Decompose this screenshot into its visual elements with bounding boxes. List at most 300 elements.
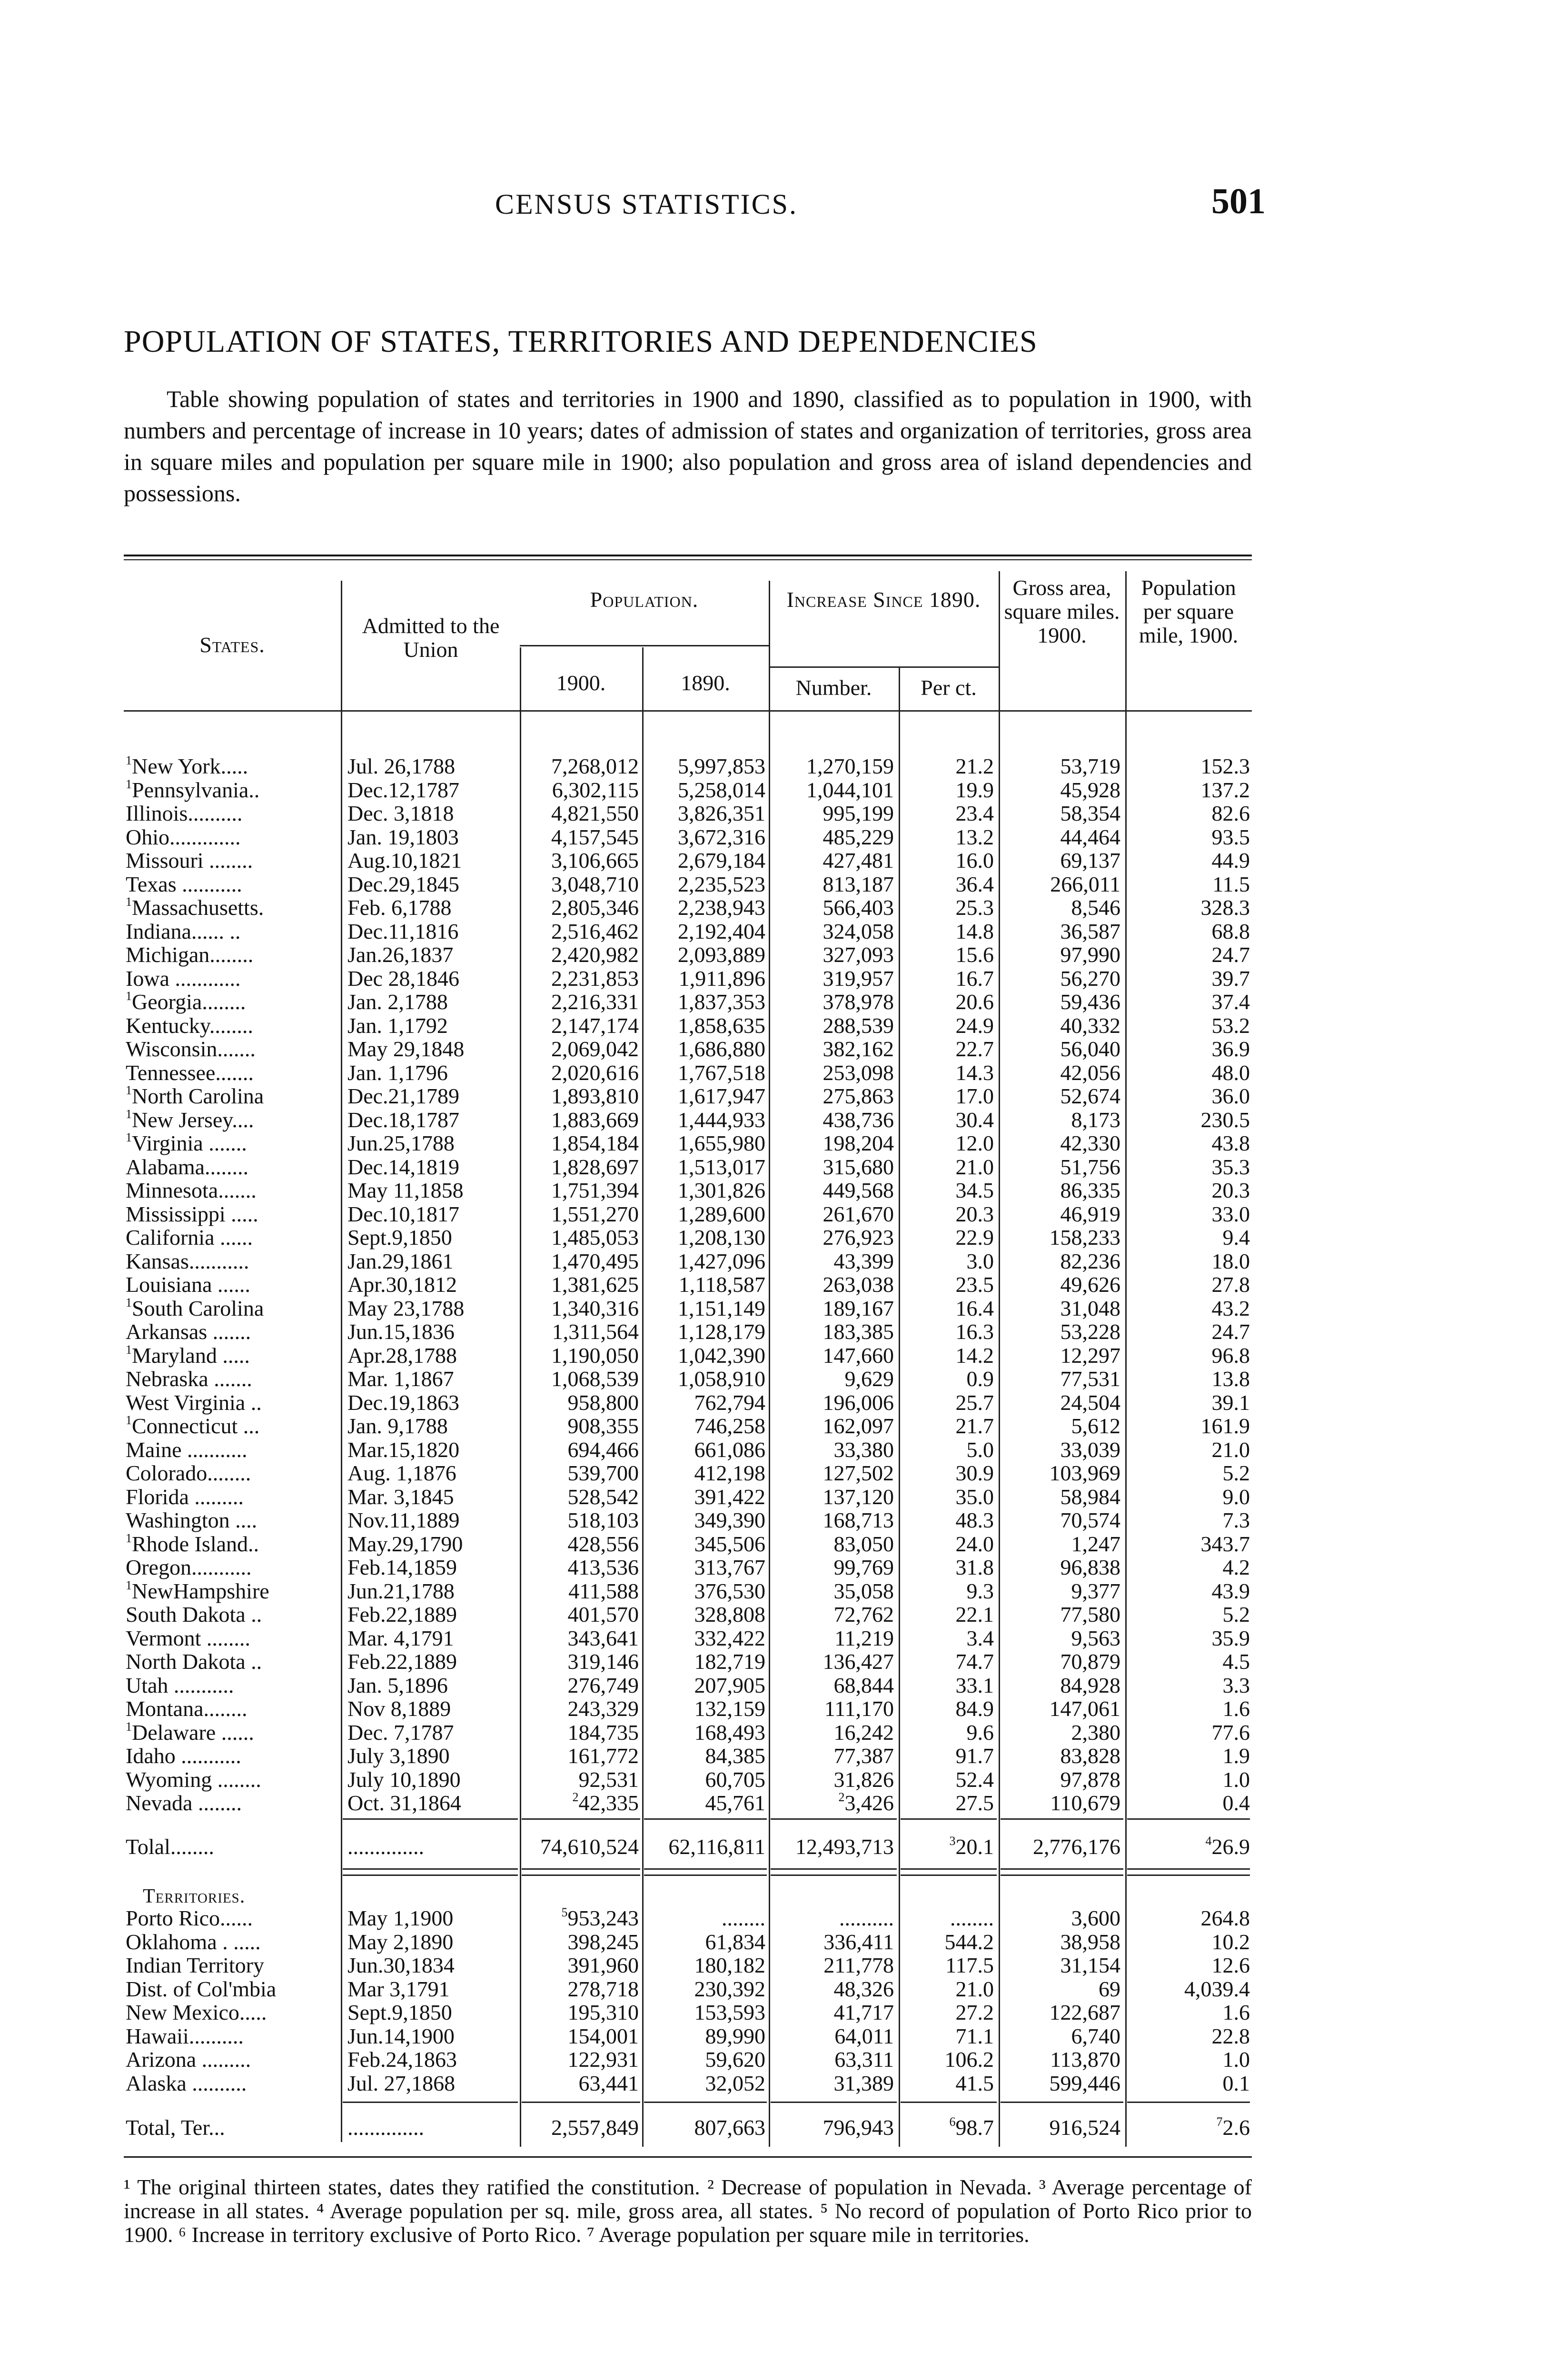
increase-percent: 3.4 [966,1626,994,1650]
population-1890: 1,058,910 [678,1367,765,1391]
state-name: $^1$Virginia ....... [126,1131,247,1155]
table-row [124,1697,1252,1721]
increase-number: 211,778 [823,1953,894,1977]
increase-percent: 15.6 [955,942,994,967]
increase-percent: 22.1 [955,1602,994,1626]
population-1890: 391,422 [694,1484,765,1509]
population-1890: 1,427,096 [678,1249,765,1273]
gross-area: 45,928 [1060,777,1120,802]
increase-number: 566,403 [823,895,894,920]
population-density: 161.9 [1200,1414,1250,1438]
state-name: Louisiana ...... [126,1273,250,1297]
footnote-marker: 1 [126,1084,132,1097]
population-density: 68.8 [1211,919,1250,943]
total-double-rule [343,1868,518,1876]
increase-percent: 106.2 [944,2047,994,2072]
admitted-date: Jul. 27,1868 [347,2071,456,2095]
admitted-date: Feb.24,1863 [347,2047,457,2072]
increase-number: 99,769 [833,1555,894,1579]
state-name: Minnesota....... [126,1179,257,1202]
population-density: 24.7 [1211,1319,1250,1344]
gross-area: 59,436 [1060,990,1120,1014]
population-density: 39.7 [1211,966,1250,991]
state-name: Michigan........ [126,943,254,967]
increase-number: 43,399 [833,1249,894,1273]
population-1890: 1,686,880 [678,1037,765,1061]
state-name: Tennessee....... [126,1061,254,1085]
footnote-marker: 5 [561,1905,568,1919]
increase-percent: 52.4 [955,1767,994,1792]
table-row [124,754,1252,778]
population-density: 4.5 [1222,1649,1250,1674]
population-1900: 161,772 [567,1744,639,1768]
population-density: 328.3 [1200,895,1250,920]
population-1890: 59,620 [705,2047,765,2072]
population-density: 96.8 [1211,1343,1250,1368]
population-density: 343.7 [1200,1531,1250,1556]
population-1890: 1,042,390 [678,1343,765,1368]
increase-percent: 30.4 [955,1107,994,1132]
footnote-marker: 1 [126,1343,132,1357]
population-density: 137.2 [1200,777,1250,802]
population-density: 48.0 [1211,1060,1250,1085]
population-1890: 1,128,179 [678,1319,765,1344]
gross-area: 6,740 [1071,2023,1120,2048]
population-density: 1.0 [1222,2047,1250,2072]
header-density: Population per square mile, 1900. [1139,575,1239,647]
admitted-date: Aug. 1,1876 [347,1461,456,1485]
table-row [124,943,1252,967]
state-name: Total, Ter... [126,2116,225,2140]
state-name: $^1$Connecticut ... [126,1414,260,1438]
state-name: Montana........ [126,1697,248,1721]
increase-number: 12,493,713 [795,1835,894,1859]
footnote-marker: 1 [126,1414,132,1427]
population-1900: 63,441 [578,2071,639,2095]
increase-percent: 16.0 [955,848,994,873]
increase-number: 1,270,159 [806,754,894,778]
gross-area: 42,056 [1060,1060,1120,1085]
population-1900: 1,381,625 [551,1272,639,1297]
state-name: West Virginia .. [126,1390,262,1415]
population-1890: 182,719 [694,1649,765,1674]
population-1890: 328,808 [694,1602,765,1626]
population-1890: 132,159 [694,1696,765,1721]
intro-paragraph: Table showing population of states and territories in 1900 and 1890, classified as to population in 1900, with numbers and percentage of increase in 10 years; dates of admission of states and organization of territories, gross area in square miles and population per square mile in 1900; also population and gross area of island dependencies and possessions. [124,386,1252,506]
table-row [124,1084,1252,1108]
admitted-date: Dec. 7,1787 [347,1720,454,1745]
increase-number: 378,978 [823,990,894,1014]
state-name: $^1$NewHampshire [126,1579,269,1603]
population-1900: 2,516,462 [551,919,639,943]
table-row [124,990,1252,1014]
table-row [124,1508,1252,1532]
table-row [124,896,1252,920]
admitted-date: Dec.10,1817 [347,1201,460,1226]
header-divider [769,666,999,668]
state-name: Vermont ........ [126,1626,250,1650]
increase-percent: 36.4 [955,872,994,896]
increase-percent: 35.0 [955,1484,994,1509]
gross-area: 36,587 [1060,919,1120,943]
population-1900: 154,001 [567,2023,639,2048]
population-1890: 1,513,017 [678,1154,765,1179]
state-name: North Dakota .. [126,1650,262,1674]
header-divider [520,645,769,646]
population-1900: 1,751,394 [551,1178,639,1202]
state-name: $^1$Massachusetts. [126,896,264,920]
increase-percent: 30.9 [955,1461,994,1485]
gross-area: 24,504 [1060,1390,1120,1415]
increase-percent: 84.9 [955,1696,994,1721]
population-1900: 958,800 [567,1390,639,1415]
gross-area: 56,040 [1060,1037,1120,1061]
population-density: 20.3 [1211,1178,1250,1202]
population-1900: 428,556 [567,1531,639,1556]
table-row [124,849,1252,873]
gross-area: 1,247 [1071,1531,1120,1556]
footnotes: ¹ The original thirteen states, dates they ratified the constitution. ² Decrease of population in Nevada. ³ Average percentage of increase in all states. ⁴ Average population per sq. mile, gross area, all states. ⁵ No record of population of Porto Rico prior to 1900. ⁶ Increase in territory exclusive of Porto Rico. ⁷ Average population per square mile in territories. [124,2175,1252,2247]
state-name: Alabama........ [126,1155,249,1179]
state-name: Porto Rico...... [126,1906,253,1930]
table-row [124,1461,1252,1485]
population-1890: 1,118,587 [678,1272,765,1297]
population-density: 44.9 [1211,848,1250,873]
state-name: Maine ........... [126,1438,248,1462]
gross-area: 2,380 [1071,1720,1120,1745]
population-density: 10.2 [1211,1929,1250,1954]
admitted-date: May 11,1858 [347,1178,464,1202]
population-1890: 661,086 [694,1437,765,1462]
admitted-date: Jan. 5,1896 [347,1673,448,1697]
admitted-date: Sept.9,1850 [347,2000,452,2024]
admitted-date: Dec.12,1787 [347,777,460,802]
population-density: 12.6 [1211,1953,1250,1977]
state-name: Arkansas ....... [126,1320,251,1344]
state-name: Indian Territory [126,1954,265,1977]
increase-number: 288,539 [823,1013,894,1038]
table-top-rule-thin [124,559,1252,560]
population-1900: 518,103 [567,1508,639,1532]
population-1900: 4,157,545 [551,824,639,849]
population-1900: 1,551,270 [551,1201,639,1226]
population-density: 7.3 [1222,1508,1250,1532]
increase-number: 198,204 [823,1131,894,1155]
increase-percent: 24.9 [955,1013,994,1038]
population-1900: 2,147,174 [551,1013,639,1038]
admitted-date: .............. [347,1835,424,1859]
population-1900: 2,069,042 [551,1037,639,1061]
table-row [124,1061,1252,1085]
population-1890: 60,705 [705,1767,765,1792]
table-row [124,1744,1252,1768]
total-rule [343,2102,518,2103]
population-1900: $^5$953,243 [561,1905,639,1930]
increase-number: 275,863 [823,1084,894,1108]
population-density: 22.8 [1211,2023,1250,2048]
table-row [124,1650,1252,1674]
increase-percent: $^3$20.1 [949,1834,994,1859]
population-1890: 89,990 [705,2023,765,2048]
footnote-marker: 6 [949,2115,956,2129]
population-1890: 3,672,316 [678,824,765,849]
table-row [124,1367,1252,1391]
population-1900: 2,020,616 [551,1060,639,1085]
table-row [124,1014,1252,1038]
admitted-date: Jun.30,1834 [347,1953,455,1977]
population-density: 93.5 [1211,824,1250,849]
population-1900: 278,718 [567,1976,639,2001]
increase-number: 261,670 [823,1201,894,1226]
population-1890: 1,911,896 [678,966,765,991]
population-1900: 195,310 [567,2000,639,2024]
population-1900: 7,268,012 [551,754,639,778]
footnote-marker: 1 [126,1720,132,1734]
state-name: Mississippi ..... [126,1202,258,1226]
gross-area: 70,574 [1060,1508,1120,1532]
population-density: 230.5 [1200,1107,1250,1132]
increase-percent: 14.3 [955,1060,994,1085]
admitted-date: Nov.11,1889 [347,1508,460,1532]
population-density: 53.2 [1211,1013,1250,1038]
table-row [124,2048,1252,2072]
increase-number: 35,058 [833,1578,894,1603]
population-density: 35.9 [1211,1626,1250,1650]
state-name: $^1$Pennsylvania.. [126,778,260,802]
increase-percent: 16.3 [955,1319,994,1344]
gross-area: 52,674 [1060,1084,1120,1108]
admitted-date: Dec.14,1819 [347,1154,460,1179]
table-row [124,1603,1252,1626]
increase-number: 77,387 [833,1744,894,1768]
gross-area: 8,546 [1071,895,1120,920]
table-row [124,1226,1252,1250]
state-name: Missouri ........ [126,849,253,873]
footnote-marker: 1 [126,1532,132,1545]
footnote-marker: 4 [1205,1834,1212,1848]
gross-area: 44,464 [1060,824,1120,849]
population-1890: 1,208,130 [678,1225,765,1250]
gross-area: 58,984 [1060,1484,1120,1509]
footnote-marker: 2 [838,1790,845,1804]
gross-area: 42,330 [1060,1131,1120,1155]
increase-percent: 16.4 [955,1296,994,1320]
gross-area: 5,612 [1071,1414,1120,1438]
admitted-date: Aug.10,1821 [347,848,462,873]
increase-percent: 16.7 [955,966,994,991]
population-density: 1.9 [1222,1744,1250,1768]
increase-percent: 9.3 [966,1578,994,1603]
table-row [124,873,1252,896]
table-row [124,778,1252,802]
increase-number: 127,502 [823,1461,894,1485]
state-name: Wisconsin....... [126,1037,256,1061]
increase-number: 319,957 [823,966,894,991]
table-row [124,1626,1252,1650]
increase-number: 137,120 [823,1484,894,1509]
admitted-date: Jan. 19,1803 [347,824,459,849]
population-1900: 391,960 [567,1953,639,1977]
increase-number: 111,170 [824,1696,894,1721]
footnote-marker: 1 [126,1296,132,1309]
gross-area: 84,928 [1060,1673,1120,1697]
increase-number: 11,219 [834,1626,894,1650]
population-density: 9.4 [1222,1225,1250,1250]
admitted-date: Jan.29,1861 [347,1249,454,1273]
increase-percent: 71.1 [955,2023,994,2048]
increase-number: 63,311 [834,2047,894,2072]
gross-area: 56,270 [1060,966,1120,991]
table-row [124,1250,1252,1273]
total-rule [522,2102,640,2103]
total-rule [771,2102,897,2103]
increase-percent: 34.5 [955,1178,994,1202]
table-row [124,1131,1252,1155]
admitted-date: May 29,1848 [347,1037,465,1061]
admitted-date: Jun.15,1836 [347,1319,455,1344]
territories-total-row [124,2116,1252,2140]
gross-area: 12,297 [1060,1343,1120,1368]
population-1900: 908,355 [567,1414,639,1438]
total-double-rule [1001,1868,1123,1876]
footnote-marker: 1 [126,754,132,767]
gross-area: 58,354 [1060,801,1120,825]
population-density: 43.9 [1211,1578,1250,1603]
population-1900: 2,216,331 [551,990,639,1014]
table-row [124,1297,1252,1320]
population-1890: 84,385 [705,1744,765,1768]
increase-number: 813,187 [823,872,894,896]
gross-area: 49,626 [1060,1272,1120,1297]
running-head: CENSUS STATISTICS. [495,188,798,220]
table-row [124,1977,1252,2001]
page-number: 501 [1211,181,1266,221]
table-row [124,802,1252,825]
population-density: 43.8 [1211,1131,1250,1155]
admitted-date: July 3,1890 [347,1744,450,1768]
footnote-marker: 1 [126,1108,132,1121]
population-density: 0.4 [1222,1791,1250,1815]
state-name: $^1$Maryland ..... [126,1343,250,1368]
population-1890: 5,997,853 [678,754,765,778]
state-name: $^1$New York..... [126,754,248,778]
population-1900: 1,893,810 [551,1084,639,1108]
population-1890: 153,593 [694,2000,765,2024]
table-row [124,2001,1252,2024]
gross-area: 77,580 [1060,1602,1120,1626]
table-row [124,1202,1252,1226]
total-double-rule [1127,1868,1250,1876]
admitted-date: Mar. 4,1791 [347,1626,454,1650]
table-row [124,1674,1252,1697]
population-1890: 746,258 [694,1414,765,1438]
state-name: South Dakota .. [126,1603,262,1626]
table-bottom-rule [124,2156,1252,2158]
increase-percent: 31.8 [955,1555,994,1579]
states-total-row [124,1835,1252,1859]
footnote-marker: 1 [126,1579,132,1592]
total-rule [644,1818,767,1820]
increase-number: 327,093 [823,942,894,967]
header-percent: Per ct. [921,675,977,700]
population-1890: 412,198 [694,1461,765,1485]
header-number: Number. [795,675,872,700]
header-1890: 1890. [681,671,730,695]
increase-percent: 21.0 [955,1154,994,1179]
increase-number: 183,385 [823,1319,894,1344]
increase-percent: 48.3 [955,1508,994,1532]
population-1890: 3,826,351 [678,801,765,825]
population-1890: 2,238,943 [678,895,765,920]
increase-number: 796,943 [823,2115,894,2140]
gross-area: 82,236 [1060,1249,1120,1273]
increase-number: 263,038 [823,1272,894,1297]
territories-label: Territories. [143,1885,246,1907]
gross-area: 31,048 [1060,1296,1120,1320]
increase-number: 336,411 [823,1929,894,1954]
table-row [124,1037,1252,1061]
state-name: $^1$Rhode Island.. [126,1532,259,1556]
gross-area: 69 [1099,1976,1120,2001]
increase-number: 16,242 [833,1720,894,1745]
total-double-rule [901,1868,997,1876]
gross-area: 9,563 [1071,1626,1120,1650]
admitted-date: Jan. 1,1796 [347,1060,448,1085]
population-density: 5.2 [1222,1602,1250,1626]
increase-percent: 25.7 [955,1390,994,1415]
increase-percent: 23.5 [955,1272,994,1297]
population-1900: 398,245 [567,1929,639,1954]
footnote-marker: 1 [126,990,132,1003]
admitted-date: May 1,1900 [347,1906,454,1930]
state-name: Nevada ........ [126,1791,242,1815]
increase-percent: 117.5 [945,1953,994,1977]
table-row [124,1155,1252,1179]
table-row [124,1414,1252,1438]
population-density: 1.6 [1222,2000,1250,2024]
population-density: 0.1 [1222,2071,1250,2095]
population-1900: 413,536 [567,1555,639,1579]
admitted-date: Feb.22,1889 [347,1602,457,1626]
population-1900: 528,542 [567,1484,639,1509]
admitted-date: Sept.9,1850 [347,1225,452,1250]
population-density: 36.0 [1211,1084,1250,1108]
increase-percent: 91.7 [955,1744,994,1768]
admitted-date: Apr.28,1788 [347,1343,457,1368]
gross-area: 97,878 [1060,1767,1120,1792]
increase-percent: ........ [950,1906,994,1930]
admitted-date: Jun.25,1788 [347,1131,455,1155]
increase-number: 168,713 [823,1508,894,1532]
population-1890: 230,392 [694,1976,765,2001]
state-name: Oklahoma . ..... [126,1930,261,1954]
table-row [124,1391,1252,1415]
table-row [124,1721,1252,1745]
population-1890: 1,301,826 [678,1178,765,1202]
population-1890: 62,116,811 [668,1835,765,1859]
increase-percent: 14.8 [955,919,994,943]
population-1900: 2,231,853 [551,966,639,991]
population-density: 43.2 [1211,1296,1250,1320]
admitted-date: Dec. 3,1818 [347,801,454,825]
population-density: 3.3 [1222,1673,1250,1697]
population-1900: 2,557,849 [551,2115,639,2140]
header-population: Population. [590,587,699,612]
total-rule [522,1818,640,1820]
admitted-date: Apr.30,1812 [347,1272,457,1297]
table-row [124,1906,1252,1930]
population-1890: 32,052 [705,2071,765,2095]
